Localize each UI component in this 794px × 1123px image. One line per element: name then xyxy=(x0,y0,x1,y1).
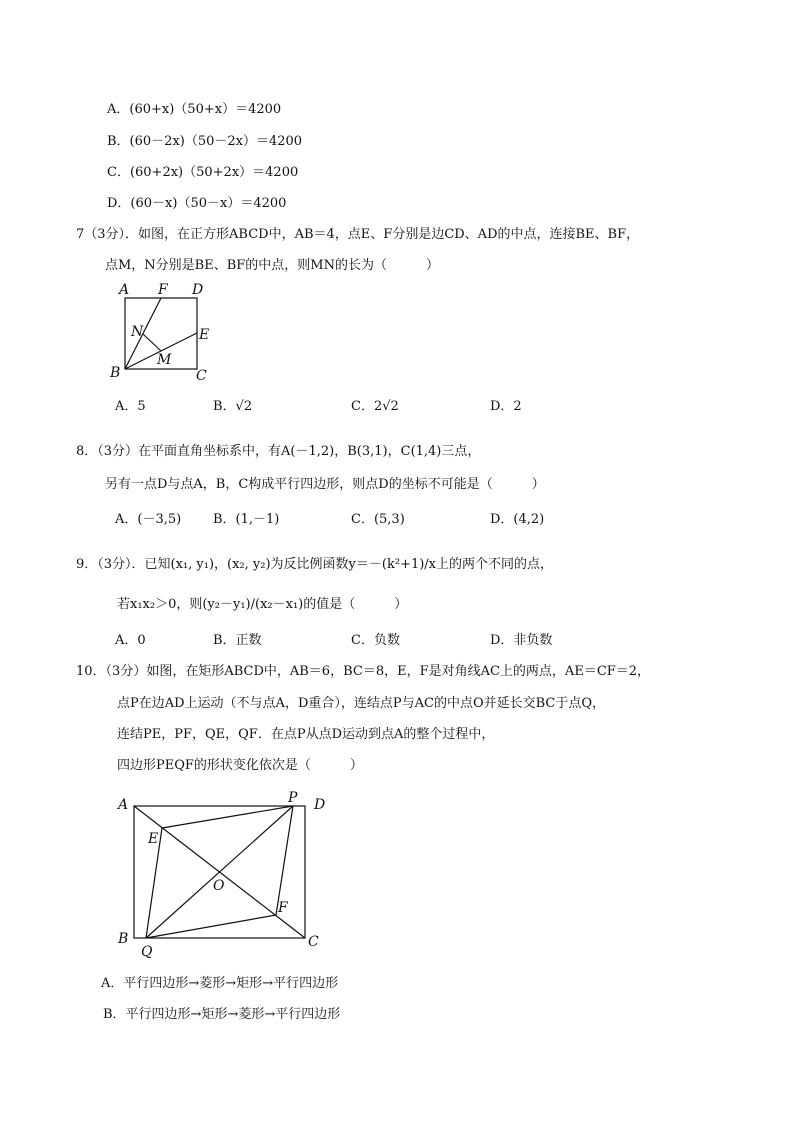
q7-option-a: A．5 xyxy=(115,399,146,414)
q9-option-b: B．正数 xyxy=(213,633,262,648)
q7-label-a: A xyxy=(119,282,130,298)
q8-stem-line1: 8．（3分）在平面直角坐标系中，有A(－1,2)，B(3,1)，C(1,4)三点， xyxy=(76,444,481,459)
q10-option-a: A．平行四边形→菱形→矩形→平行四边形 xyxy=(101,976,339,991)
q10-stem-line4: 四边形PEQF的形状变化依次是（ ） xyxy=(117,758,363,773)
q10-label-c: C xyxy=(308,934,319,950)
q10-stem-line2: 点P在边AD上运动（不与点A，D重合），连结点P与AC的中点O并延长交BC于点Q， xyxy=(117,696,606,711)
q10-stem-line3: 连结PE，PF，QE，QF．在点P从点D运动到点A的整个过程中， xyxy=(117,727,495,742)
q7-stem-line1: 7（3分）．如图，在正方形ABCD中，AB＝4，点E、F分别是边CD、AD的中点，连接BE、BF， xyxy=(76,227,640,242)
q7-label-f: F xyxy=(158,282,168,298)
q10-segment-pe xyxy=(162,806,293,828)
q7-segment-mn xyxy=(143,334,161,351)
q10-label-o: O xyxy=(213,878,225,894)
q7-label-b: B xyxy=(110,365,121,381)
q10-label-b: B xyxy=(118,931,129,947)
q7-label-n: N xyxy=(131,324,144,340)
q7-option-b: B．√2 xyxy=(213,399,253,414)
q9-stem-line1: 9．（3分）．已知(x₁, y₁)，(x₂, y₂)为反比例函数y＝－(k²+1)/x上的两个不同的点， xyxy=(76,557,554,572)
q8-option-c: C．(5,3) xyxy=(351,512,405,527)
q7-square-figure xyxy=(106,280,226,385)
q6-option-b: B．(60－2x)（50－2x）＝4200 xyxy=(107,134,303,149)
q10-segment-pf xyxy=(276,806,293,915)
q7-label-d: D xyxy=(192,282,204,298)
q7-stem-line2: 点M，N分别是BE、BF的中点，则MN的长为（ ） xyxy=(105,258,439,273)
q9-option-d: D．非负数 xyxy=(490,633,553,648)
q10-segment-qf xyxy=(146,915,276,938)
q9-option-c: C．负数 xyxy=(351,633,400,648)
q9-option-a: A．0 xyxy=(115,633,146,648)
q10-segment-pq xyxy=(146,806,293,938)
q7-label-e: E xyxy=(199,327,210,343)
q10-label-d: D xyxy=(314,797,326,813)
q8-option-d: D．(4,2) xyxy=(490,512,545,527)
q10-label-p: P xyxy=(288,790,298,806)
q10-option-b: B．平行四边形→矩形→菱形→平行四边形 xyxy=(103,1007,341,1022)
q6-option-a: A．(60+x)（50+x）＝4200 xyxy=(107,102,282,117)
q8-option-b: B．(1,－1) xyxy=(213,512,280,527)
q7-option-c: C．2√2 xyxy=(351,399,399,414)
q10-label-e: E xyxy=(148,831,159,847)
q9-stem-line2: 若x₁x₂＞0，则(y₂－y₁)/(x₂－x₁)的值是（ ） xyxy=(117,597,408,612)
q6-option-d: D．(60－x)（50－x）＝4200 xyxy=(107,196,287,211)
q7-label-m: M xyxy=(157,352,172,368)
q7-label-c: C xyxy=(196,368,207,384)
q10-label-q: Q xyxy=(141,944,153,960)
q10-rectangle-figure xyxy=(112,785,337,960)
q8-stem-line2: 另有一点D与点A，B，C构成平行四边形，则点D的坐标不可能是（ ） xyxy=(105,477,545,492)
q10-stem-line1: 10．（3分）如图，在矩形ABCD中，AB＝6，BC＝8，E，F是对角线AC上的两点，AE＝CF＝2， xyxy=(76,664,651,679)
q6-option-c: C．(60+2x)（50+2x）＝4200 xyxy=(107,165,299,180)
q10-label-a: A xyxy=(118,797,129,813)
q7-option-d: D．2 xyxy=(490,399,522,414)
q8-option-a: A．(－3,5) xyxy=(115,512,182,527)
q10-label-f: F xyxy=(278,900,288,916)
